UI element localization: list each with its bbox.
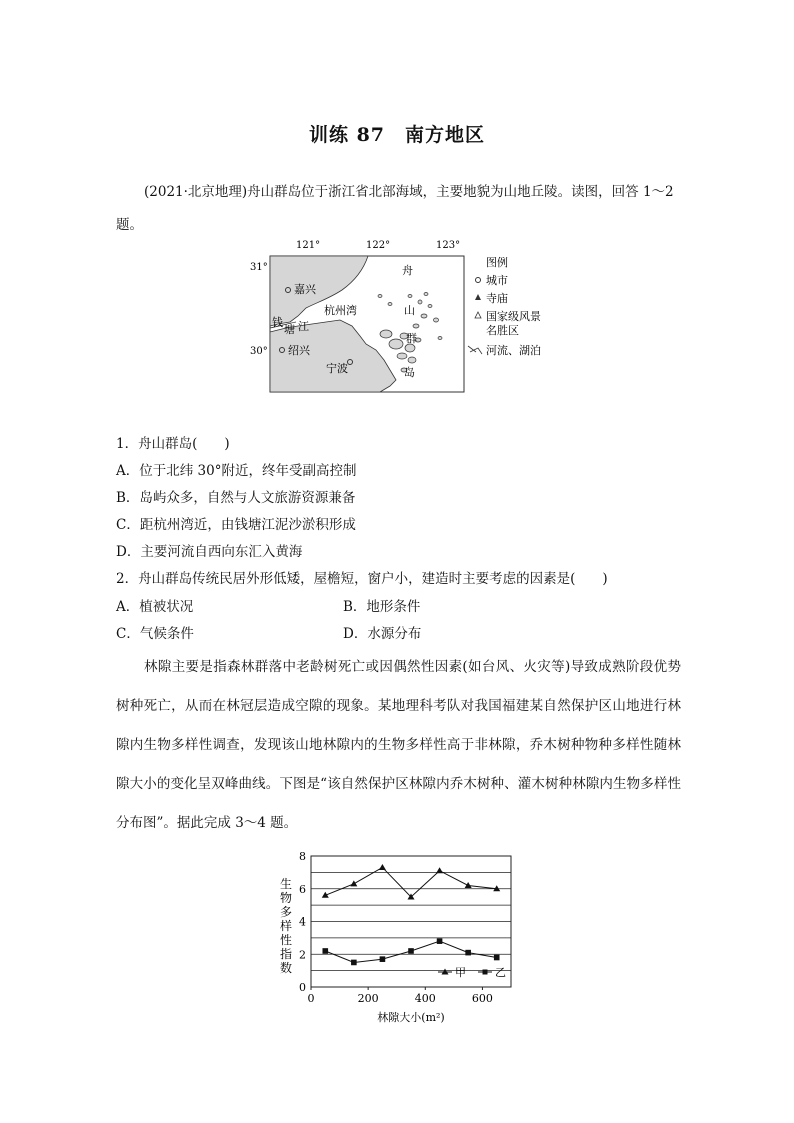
- legend-marker-乙: [483, 970, 488, 975]
- place-shan: 山: [404, 304, 415, 317]
- legend-city: 城市: [486, 274, 508, 287]
- data-point-乙: [322, 948, 328, 954]
- scenic-area-icon: [475, 312, 481, 318]
- place-jiaxing: 嘉兴: [294, 283, 316, 296]
- legend-title: 图例: [486, 256, 508, 269]
- x-tick-label: 200: [357, 992, 379, 1005]
- y-tick-label: 4: [299, 915, 306, 929]
- biodiversity-chart: [270, 846, 530, 1030]
- data-point-甲: [436, 867, 443, 873]
- river-icon: [468, 346, 482, 354]
- q2-option-b: B．地形条件: [343, 599, 421, 615]
- y-tick-label: 0: [299, 981, 306, 994]
- passage-text: 林隙主要是指森林群落中老龄树死亡或因偶然性因素(如台风、火灾等)导致成熟阶段优势树种死亡，从而在林冠层造成空隙的现象。某地理科考队对我国福建某自然保护区山地进行林隙内生物多样性调查，发现该山地林隙内的生物多样性高于非林隙，乔木树种物种多样性随林隙大小的变化呈双峰曲线。下图是“该自然保护区林隙内乔木树种、灌木树种林隙内生物多样性分布图”。据此完成 3～4 题。: [116, 659, 681, 831]
- place-qiantang-3: 江: [298, 320, 309, 333]
- temple-icon: [475, 294, 481, 300]
- lat-label: 30°: [250, 346, 268, 357]
- y-axis-label-char: 多: [279, 905, 293, 919]
- legend-river: 河流、湖泊: [486, 344, 541, 357]
- data-point-甲: [350, 880, 357, 886]
- y-axis-label-char: 物: [279, 891, 293, 905]
- lat-label: 31°: [250, 262, 268, 273]
- y-tick-label: 8: [299, 850, 306, 863]
- city-legend-icon: [476, 278, 481, 283]
- intro-text: (2021·北京地理)舟山群岛位于浙江省北部海域，主要地貌为山地丘陵。读图，回答 1～2 题。: [116, 184, 674, 233]
- place-shaoxing: 绍兴: [288, 344, 310, 357]
- legend-scenic-2: 名胜区: [486, 324, 519, 337]
- data-point-乙: [465, 950, 471, 956]
- place-qiantang-1: 钱: [272, 316, 283, 329]
- place-zhou: 舟: [402, 264, 413, 277]
- x-tick-label: 600: [471, 992, 493, 1005]
- place-hangzhouwan: 杭州湾: [324, 304, 357, 317]
- data-point-乙: [380, 956, 386, 962]
- x-axis-label: 林隙大小(m²): [377, 1011, 445, 1024]
- place-dao: 岛: [404, 366, 415, 379]
- data-point-乙: [494, 955, 500, 961]
- data-point-甲: [465, 882, 472, 888]
- y-axis-label-char: 生: [279, 877, 293, 891]
- data-point-乙: [408, 948, 414, 954]
- lon-label: 122°: [366, 240, 391, 251]
- q1-option-b: B．岛屿众多，自然与人文旅游资源兼备: [116, 490, 356, 506]
- place-ningbo: 宁波: [326, 362, 348, 375]
- q2-option-a: A．植被状况: [116, 599, 194, 615]
- q1-stem: 1．舟山群岛( ): [116, 436, 230, 452]
- y-axis-label-char: 数: [279, 961, 293, 975]
- q1-option-c: C．距杭州湾近，由钱塘江泥沙淤积形成: [116, 517, 356, 533]
- zhoushan-map: [240, 236, 560, 396]
- lon-label: 123°: [436, 240, 461, 251]
- q2-option-d: D．水源分布: [343, 626, 422, 642]
- place-qun: 群: [406, 332, 417, 345]
- place-qiantang-2: 塘: [284, 323, 295, 336]
- y-axis-label-char: 指: [279, 947, 293, 961]
- data-point-乙: [351, 960, 357, 966]
- x-tick-label: 400: [414, 992, 436, 1005]
- y-axis-label-char: 性: [279, 933, 293, 947]
- legend-scenic-1: 国家级风景: [486, 310, 541, 323]
- series-line-甲: [325, 867, 496, 896]
- y-tick-label: 6: [299, 882, 306, 896]
- data-point-甲: [379, 864, 386, 870]
- y-tick-label: 2: [299, 948, 306, 962]
- q2-stem: 2．舟山群岛传统民居外形低矮，屋檐短，窗户小，建造时主要考虑的因素是( ): [116, 571, 608, 587]
- q2-option-c: C．气候条件: [116, 626, 194, 642]
- legend-temple: 寺庙: [486, 292, 508, 305]
- page-title: 训练 87 南方地区: [308, 124, 486, 146]
- y-axis-label-char: 样: [279, 919, 293, 933]
- data-point-乙: [437, 938, 443, 944]
- legend-label-甲: 甲: [455, 966, 466, 979]
- x-tick-label: 0: [307, 992, 315, 1005]
- q1-option-d: D．主要河流自西向东汇入黄海: [116, 544, 303, 560]
- legend-label-乙: 乙: [495, 966, 506, 979]
- lon-label: 121°: [296, 240, 321, 251]
- q1-option-a: A．位于北纬 30°附近，终年受副高控制: [116, 463, 357, 479]
